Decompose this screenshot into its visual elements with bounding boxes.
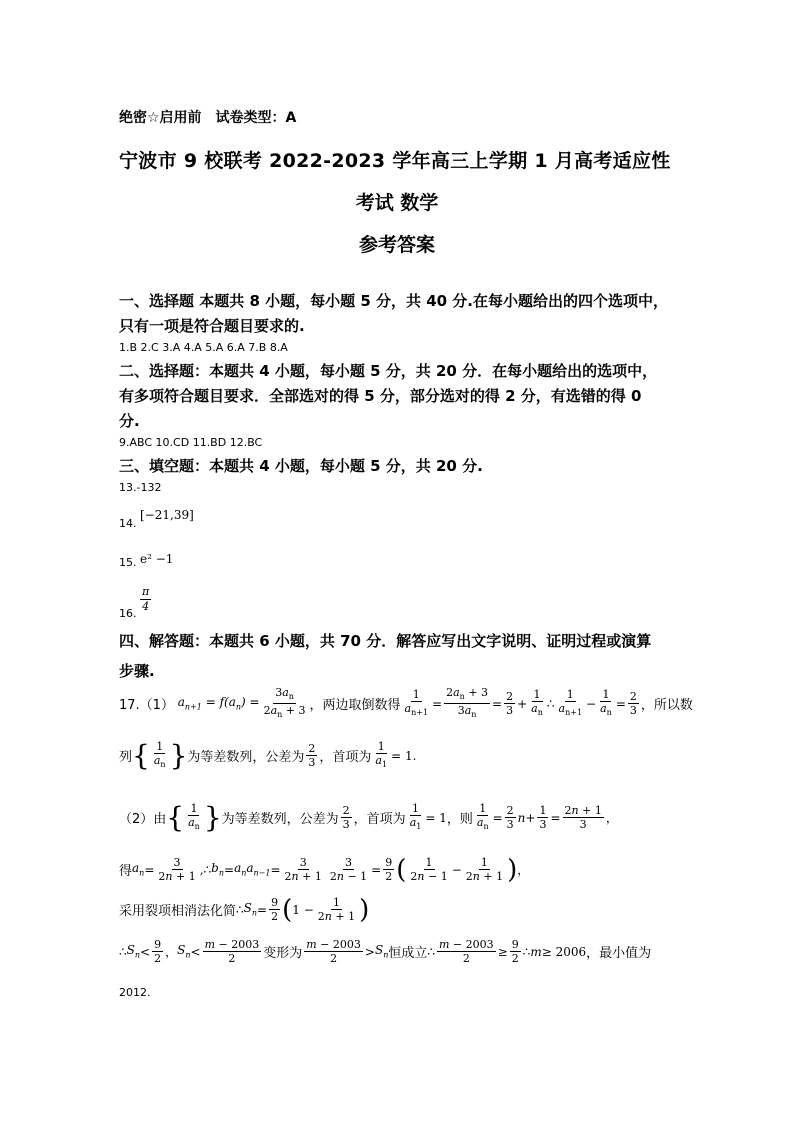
q17-text-min: ，最小值为 — [586, 946, 652, 961]
section2-heading-3: 分. — [119, 412, 140, 430]
q17-frac-2n1-3: $\frac{2n + 1}{3}$ — [564, 804, 602, 832]
answer-16-numerator: π — [142, 585, 150, 598]
q17-frac-c2: $\frac{1}{2n + 1}$ — [465, 856, 504, 883]
q17-frac-recip: $\frac{1}{a_{n+1}}$ — [404, 688, 429, 718]
q17-frac-9-2-b: $\frac{9}{2}$ — [271, 896, 279, 923]
q17-frac-c1: $\frac{1}{2n - 1}$ — [410, 856, 448, 883]
q17-frac-m3: $\frac{m - 2003}{2}$ — [439, 938, 494, 965]
q17-frac-seq2: $\frac{1}{a_n}$ — [188, 802, 200, 832]
answer-16-denominator: 4 — [142, 600, 150, 613]
q17-frac-1-an-b: $\frac{1}{a_n}$ — [600, 688, 612, 718]
q17-line2: 列 { $\frac{1}{a_n}$ } 为等差数列，公差为 $\frac{2}{3}$ ，首项为 $\frac{1}{a_1}$ = 1. — [119, 738, 417, 772]
q17-text-arith: 为等差数列，公差为 — [187, 750, 305, 766]
q17-frac-3an: $\frac{3a_n}{2a_n + 3}$ — [263, 686, 306, 720]
q17-line1: 17.（1） $a_{n+1} = f(a_n)$ = $\frac{3a_n}{2a_n + 3}$ ，两边取倒数得 $\frac{1}{a_{n+1}}$ = $\frac{2a_n + 3}{3a_n}$ = $\frac{2}{3}$ + $\frac{1}{a_n}$ ∴ $\frac{1}{a_{n+1}}$ − $\frac{1}{a_n}$ = $\frac{2}{3}$ ，所以数 — [119, 686, 693, 720]
q17-frac-9-2-c: $\frac{9}{2}$ — [154, 938, 162, 965]
q17-frac-b1: $\frac{3}{2n + 1}$ — [284, 856, 322, 883]
q17-text-arith2: 为等差数列，公差为 — [221, 812, 339, 828]
answer-15-value: e² −1 — [140, 552, 174, 566]
answer-14 — [119, 508, 194, 530]
section2-heading-1: 二、选择题：本题共 4 小题，每小题 5 分，共 20 分．在每小题给出的选项中， — [119, 362, 658, 380]
q17-frac-2-3-b: $\frac{2}{3}$ — [629, 690, 637, 718]
q17-frac-1-an1: $\frac{1}{a_{n+1}}$ — [558, 688, 583, 718]
confidential-meta: 绝密☆启用前 试卷类型：A — [119, 110, 297, 126]
page-title-line1: 宁波市 9 校联考 2022-2023 学年高三上学期 1 月高考适应性 — [119, 150, 671, 172]
q17-frac-first2: $\frac{1}{a_1}$ — [409, 802, 422, 832]
q17-frac-1-3: $\frac{1}{3}$ — [539, 804, 547, 832]
section2-heading-2: 有多项符合题目要求．全部选对的得 5 分，部分选对的得 2 分，有选错的得 0 — [119, 387, 642, 405]
q17-frac-seq: $\frac{1}{a_n}$ — [153, 740, 166, 770]
q17-text-transform: 变形为 — [263, 946, 303, 961]
q17-text-so: ，所以数 — [640, 698, 693, 714]
q17-text-get: 得 — [119, 864, 133, 879]
q17-line6: ∴ $S_n$ < $\frac{9}{2}$ ， $S_n$ < $\frac{m - 2003}{2}$ 变形为 $\frac{m - 2003}{2}$ > $S_n$ 恒成立 ∴ $\frac{m - 2003}{2}$ ≥ $\frac{9}{2}$ ∴ m ≥ 2006 ，最小值为 — [119, 938, 652, 965]
section4-heading-2: 步骤. — [119, 662, 155, 680]
q17-text-reciprocal: ，两边取倒数得 — [309, 698, 401, 714]
q17-frac-1-an: $\frac{1}{a_n}$ — [531, 688, 543, 718]
q17-frac-diff2: $\frac{2}{3}$ — [342, 804, 350, 832]
page-title-line2: 考试 数学 — [355, 192, 439, 214]
q17-frac-9-2: $\frac{9}{2}$ — [385, 856, 393, 883]
section1-heading-2: 只有一项是符合题目要求的. — [119, 317, 305, 335]
section3-heading: 三、填空题：本题共 4 小题，每小题 5 分，共 20 分. — [119, 457, 483, 475]
q17-frac-first: $\frac{1}{a_1}$ — [375, 740, 388, 770]
q17-frac-2an3: $\frac{2a_n + 3}{3a_n}$ — [446, 686, 489, 720]
q17-frac-1an3: $\frac{1}{a_n}$ — [476, 802, 489, 832]
answer-13: 13.-132 — [119, 481, 162, 494]
q17-part1-label: 17.（1） — [119, 698, 174, 714]
q17-text-then: ，则 — [446, 812, 473, 828]
answer-16 — [119, 585, 151, 620]
q17-formula-recurrence: $a_{n+1} = f(a_n)$ = — [173, 695, 260, 712]
q17-line3: （2）由 { $\frac{1}{a_n}$ } 为等差数列，公差为 $\frac{2}{3}$ ，首项为 $\frac{1}{a_1}$ = 1 ，则 $\frac{1}{a_n}$ = $\frac{2}{3}$ n + $\frac{1}{3}$ = $\frac{2n + 1}{3}$ ， — [119, 800, 618, 834]
q17-line5: 采用裂项相消法化简 ∴ $S_n$ = $\frac{9}{2}$ ( 1 − $\frac{1}{2n + 1}$ ) — [119, 894, 370, 925]
q17-part2-label: （2）由 — [119, 812, 167, 828]
section1-heading-1: 一、选择题 本题共 8 小题，每小题 5 分，共 40 分.在每小题给出的四个选项中， — [119, 292, 669, 310]
q17-frac-m1: $\frac{m - 2003}{2}$ — [204, 938, 260, 965]
q17-frac-m2: $\frac{m - 2003}{2}$ — [306, 938, 361, 965]
q17-frac-9-2-d: $\frac{9}{2}$ — [511, 938, 519, 965]
page-title-line3: 参考答案 — [358, 234, 435, 256]
answer-15 — [119, 552, 174, 569]
section4-heading-1: 四、解答题：本题共 6 小题，共 70 分．解答应写出文字说明、证明过程或演算 — [119, 632, 652, 650]
q17-line4: 得 $a_n$ = $\frac{3}{2n + 1}$ ,∴ $b_n$ = $a_na_{n-1}$ = $\frac{3}{2n + 1}$ $\frac{3}{2n - 1}$ = $\frac{9}{2}$ ( $\frac{1}{2n - 1}$ − $\frac{1}{2n + 1}$ ) ， — [119, 854, 530, 885]
q17-frac-d1: $\frac{1}{2n + 1}$ — [317, 896, 356, 923]
q17-text-holds: 恒成立 — [388, 946, 428, 961]
answer-16-label: 16. — [119, 607, 137, 620]
answer-14-value: [−21,39] — [140, 508, 194, 522]
q17-frac-b2: $\frac{3}{2n - 1}$ — [329, 856, 368, 883]
q17-text-telescoping: 采用裂项相消法化简 — [119, 904, 237, 919]
q17-frac-an: $\frac{3}{2n + 1}$ — [158, 856, 196, 883]
q17-frac-2-3: $\frac{2}{3}$ — [506, 690, 514, 718]
q17-frac-diff: $\frac{2}{3}$ — [308, 742, 316, 770]
answer-14-label: 14. — [119, 517, 137, 530]
q17-frac-2-3-c: $\frac{2}{3}$ — [506, 804, 514, 832]
answer-15-label: 15. — [119, 556, 137, 569]
q17-text-seq: 列 — [119, 750, 133, 766]
section2-answers: 9.ABC 10.CD 11.BD 12.BC — [119, 436, 263, 449]
q17-text-first2: ，首项为 — [353, 812, 406, 828]
q17-text-first: ，首项为 — [319, 750, 372, 766]
q17-final-answer: 2012. — [119, 986, 151, 999]
section1-answers: 1.B 2.C 3.A 4.A 5.A 6.A 7.B 8.A — [119, 341, 288, 354]
